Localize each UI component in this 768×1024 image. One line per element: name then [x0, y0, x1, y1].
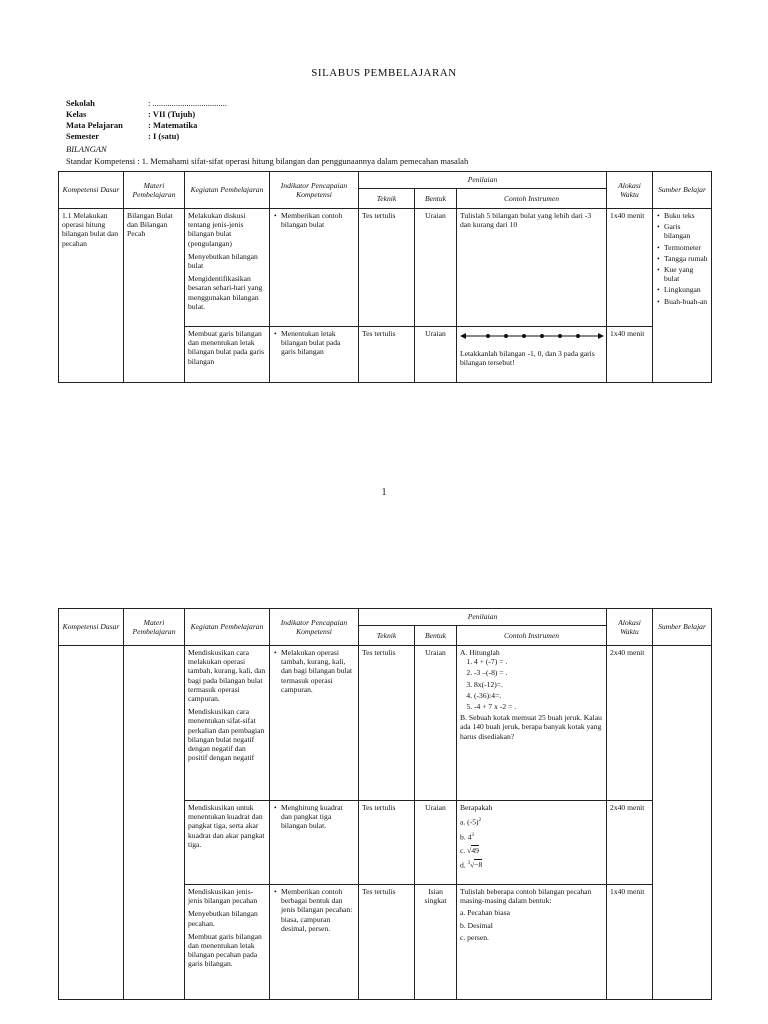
contoh-heading: Tulislah beberapa contoh bilangan pecahan masing-masing dalam bentuk:: [460, 887, 592, 906]
sumber-item: • Garis bilangan: [664, 222, 708, 240]
teknik-cell: Tes tertulis: [359, 801, 415, 885]
info-key: Semester: [66, 131, 100, 141]
syllabus-table-page1: [58, 171, 712, 383]
header-alokasi: Alokasi Waktu: [607, 172, 653, 209]
contoh-heading: A. Hitunglah: [460, 648, 500, 657]
contoh-item: b. Desimal: [460, 920, 493, 930]
contoh-cell: [457, 327, 607, 383]
kegiatan-cell: [185, 209, 270, 327]
page-number: 1: [381, 487, 387, 498]
kd-cell: [59, 209, 124, 383]
contoh-cell: [457, 801, 607, 885]
indikator-text: • Menghitung kuadrat dan pangkat tiga bilangan bulat.: [281, 803, 355, 831]
kegiatan-cell: Membuat garis bilangan dan menentukan letak bilangan bulat pada garis bilangan: [185, 327, 270, 383]
materi-cell: [124, 209, 185, 383]
info-key: Mata Pelajaran: [66, 120, 123, 130]
topic-heading: BILANGAN: [66, 144, 107, 154]
kegiatan-text: Melakukan diskusi tentang jenis-jenis bilangan bulat (pengulangan): [188, 211, 246, 248]
indikator-cell: [270, 885, 359, 1000]
sumber-item: • Buah-buah-an: [664, 297, 708, 306]
sumber-item: • Termometer: [664, 243, 708, 252]
kegiatan-text: Mendiskusikan cara melakukan operasi tambah, kurang, kali, dan bagi pada bilangan bulat termasuk operasi campuran.: [188, 648, 266, 704]
kegiatan-cell: Mendiskusikan untuk menentukan kuadrat dan pangkat tiga, serta akar kuadrat dan akar pangkat tiga.: [185, 801, 270, 885]
contoh-text: Letakkanlah bilangan -1, 0, dan 3 pada garis bilangan tersebut!: [460, 349, 595, 368]
kd-cell: [59, 646, 124, 1000]
contoh-cell: Tulislah 5 bilangan bulat yang lebih dari -3 dan kurang dari 10: [457, 209, 607, 327]
sumber-item: • Kue yang bulat: [664, 265, 708, 283]
contoh-item: 3. 8x(-12)=.: [474, 680, 603, 689]
syllabus-table-page2: [58, 608, 712, 1000]
page-title: SILABUS PEMBELAJARAN: [311, 67, 457, 79]
contoh-cell: [457, 885, 607, 1000]
header-materi: Materi Pembelajaran: [124, 609, 185, 646]
alokasi-cell: 1x40 menit: [607, 885, 653, 1000]
sqrt-icon: √: [467, 845, 472, 855]
teknik-cell: Tes tertulis: [359, 885, 415, 1000]
kegiatan-text: Mendiskusikan jenis-jenis bilangan pecahan: [188, 887, 258, 906]
header-penilaian: Penilaian: [359, 609, 607, 626]
header-indikator: Indikator Pencapaian Kompetensi: [270, 172, 359, 209]
header-sumber: Sumber Belajar: [653, 172, 712, 209]
contoh-cell: [457, 646, 607, 801]
kegiatan-text: Membuat garis bilangan dan menentukan letak bilangan pecahan pada garis bilangan.: [188, 931, 262, 969]
info-key: Kelas: [66, 109, 87, 119]
contoh-item: 4. (-36):4=.: [474, 691, 603, 700]
bentuk-cell: Uraian: [415, 646, 457, 801]
contoh-item: d. $^3$√−8: [460, 860, 483, 870]
header-teknik: Teknik: [359, 189, 415, 209]
info-value: : VII (Tujuh): [148, 109, 196, 119]
header-penilaian: Penilaian: [359, 172, 607, 189]
kegiatan-text: Menyebutkan bilangan pecahan.: [188, 909, 258, 928]
header-kd: Kompetensi Dasar: [59, 172, 124, 209]
header-kegiatan: Kegiatan Pembelajaran: [185, 609, 270, 646]
cbrt-icon: √: [470, 860, 475, 870]
kd-text: 1.1 Melakukan operasi hitung bilangan bulat dan pecahan: [62, 211, 119, 248]
indikator-cell: [270, 327, 359, 383]
sumber-item: • Lingkungan: [664, 285, 708, 294]
contoh-item: 2. -3 –(-8) = .: [474, 668, 603, 677]
alokasi-cell: 1x40 menit: [607, 327, 653, 383]
contoh-item: c. persen.: [460, 932, 489, 942]
standard-competency: Standar Kompetensi : 1. Memahami sifat-sifat operasi hitung bilangan dan penggunaannya dalam pemecahan masalah: [66, 156, 469, 166]
materi-text: Bilangan Bulat dan Bilangan Pecah: [127, 211, 173, 239]
indikator-cell: [270, 209, 359, 327]
header-contoh: Contoh Instrumen: [457, 626, 607, 646]
contoh-item: 5. -4 + 7 x -2 = .: [474, 702, 603, 711]
sumber-item: • Buku teks: [664, 211, 708, 220]
kegiatan-text: Mengidentifikasikan besaran sehari-hari yang menggunakan bilangan bulat.: [188, 274, 263, 311]
number-line: [460, 329, 603, 345]
header-kegiatan: Kegiatan Pembelajaran: [185, 172, 270, 209]
kegiatan-cell: [185, 885, 270, 1000]
header-bentuk: Bentuk: [415, 189, 457, 209]
indikator-cell: [270, 646, 359, 801]
sumber-cell: [653, 646, 712, 1000]
header-alokasi: Alokasi Waktu: [607, 609, 653, 646]
kegiatan-text: Mendiskusikan cara menentukan sifat-sifat perkalian dan pembagian bilangan bulat negatif dengan negatif dan positif dengan negatif: [188, 707, 265, 763]
kegiatan-cell: [185, 646, 270, 801]
info-value: : I (satu): [148, 131, 180, 141]
header-teknik: Teknik: [359, 626, 415, 646]
exponent: 2: [478, 818, 482, 824]
teknik-cell: Tes tertulis: [359, 209, 415, 327]
info-value: : ...................................: [148, 98, 227, 108]
teknik-cell: Tes tertulis: [359, 327, 415, 383]
indikator-text: • Memberikan contoh bilangan bulat: [281, 211, 355, 229]
contoh-item: b. $4^3$: [460, 832, 474, 842]
contoh-item: a. Pecahan biasa: [460, 908, 510, 918]
contoh-heading: Berapakah: [460, 803, 493, 812]
school-info: [66, 98, 227, 142]
alokasi-cell: 2x40 menit: [607, 801, 653, 885]
number-line-graphic: [460, 329, 604, 343]
radicand: 49: [471, 845, 479, 855]
header-contoh: Contoh Instrumen: [457, 189, 607, 209]
bentuk-cell: Uraian: [415, 327, 457, 383]
radicand: −8: [474, 860, 483, 870]
header-indikator: Indikator Pencapaian Kompetensi: [270, 609, 359, 646]
header-materi: Materi Pembelajaran: [124, 172, 185, 209]
header-bentuk: Bentuk: [415, 626, 457, 646]
materi-cell: [124, 646, 185, 1000]
indikator-text: • Melakukan operasi tambah, kurang, kali, dan bagi bilangan bulat termasuk operasi campuran.: [281, 648, 355, 694]
contoh-item: 1. 4 + (-7) = .: [474, 657, 603, 666]
kegiatan-text: Menyebutkan bilangan bulat: [188, 251, 258, 271]
header-kd: Kompetensi Dasar: [59, 609, 124, 646]
root-index: 3: [467, 860, 471, 866]
contoh-question-b: B. Sebuah kotak memuat 25 buah jeruk. Kalau ada 140 buah jeruk, berapa banyak kotak yang harus disediakan?: [460, 713, 602, 741]
bentuk-cell: Uraian: [415, 801, 457, 885]
sumber-item: • Tangga rumah: [664, 254, 708, 263]
indikator-text: • Menentukan letak bilangan bulat pada garis bilangan: [281, 329, 355, 357]
contoh-item: a. $(-5)^2$: [460, 817, 482, 827]
bentuk-cell: Uraian: [415, 209, 457, 327]
teknik-cell: Tes tertulis: [359, 646, 415, 801]
info-value: : Matematika: [148, 120, 198, 130]
header-sumber: Sumber Belajar: [653, 609, 712, 646]
bentuk-cell: Isian singkat: [415, 885, 457, 1000]
alokasi-cell: 1x40 menit: [607, 209, 653, 327]
contoh-item: c. √49: [460, 845, 479, 855]
indikator-text: • Memberikan contoh berbagai bentuk dan jenis bilangan pecahan: biasa, campuran desimal, persen.: [281, 887, 355, 933]
alokasi-cell: 2x40 menit: [607, 646, 653, 801]
exponent: 3: [471, 832, 474, 838]
sumber-cell: [653, 209, 712, 383]
indikator-cell: [270, 801, 359, 885]
info-key: Sekolah: [66, 98, 95, 108]
